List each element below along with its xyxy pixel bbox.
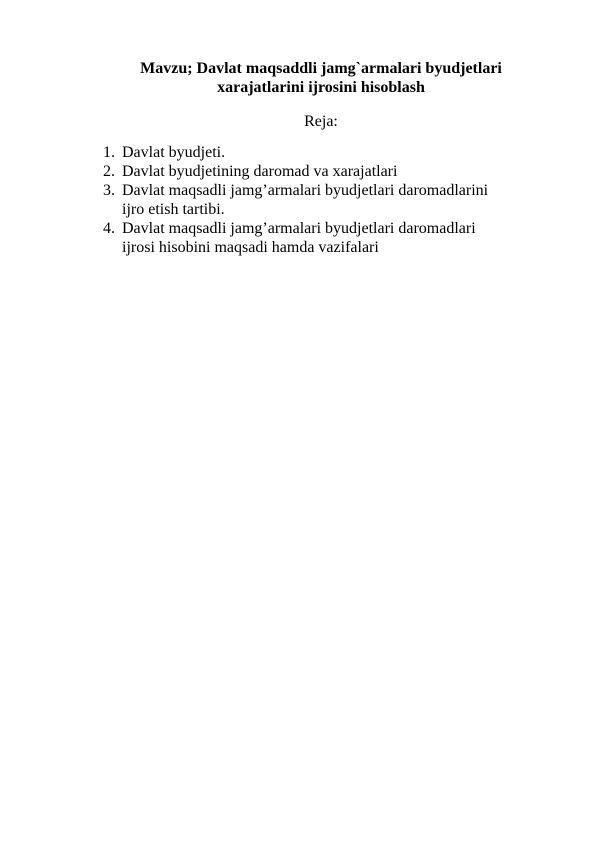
plan-item-text bbox=[122, 143, 553, 162]
plan-item-text bbox=[122, 162, 553, 181]
plan-item bbox=[103, 181, 553, 219]
plan-item bbox=[103, 143, 553, 162]
plan-item-number: 2. bbox=[103, 163, 115, 180]
plan-item-line: Davlat maqsadli jamg’armalari byudjetlari daromadlari bbox=[122, 220, 476, 237]
plan-item-line: Davlat byudjeti. bbox=[122, 144, 226, 161]
plan-item-text bbox=[122, 219, 553, 257]
plan-item-line: Davlat byudjetining daromad va xarajatlari bbox=[122, 163, 398, 180]
title-line: xarajatlarini ijrosini hisoblash bbox=[217, 79, 425, 96]
document-title bbox=[100, 59, 542, 97]
title-line: Mavzu; Davlat maqsaddli jamg`armalari byudjetlari bbox=[140, 60, 502, 77]
plan-item-number: 4. bbox=[103, 220, 115, 237]
plan-item-number: 1. bbox=[103, 144, 115, 161]
plan-item bbox=[103, 219, 553, 257]
plan-heading: Reja: bbox=[304, 113, 338, 130]
plan-item-line: ijrosi hisobini maqsadi hamda vazifalari bbox=[122, 239, 379, 256]
plan-item-line: Davlat maqsadli jamg’armalari byudjetlari daromadlarini bbox=[122, 182, 489, 199]
plan-item bbox=[103, 162, 553, 181]
plan-item-text bbox=[122, 181, 553, 219]
plan-item-number: 3. bbox=[103, 182, 115, 199]
plan-list bbox=[103, 143, 553, 257]
plan-item-line: ijro etish tartibi. bbox=[122, 201, 225, 218]
